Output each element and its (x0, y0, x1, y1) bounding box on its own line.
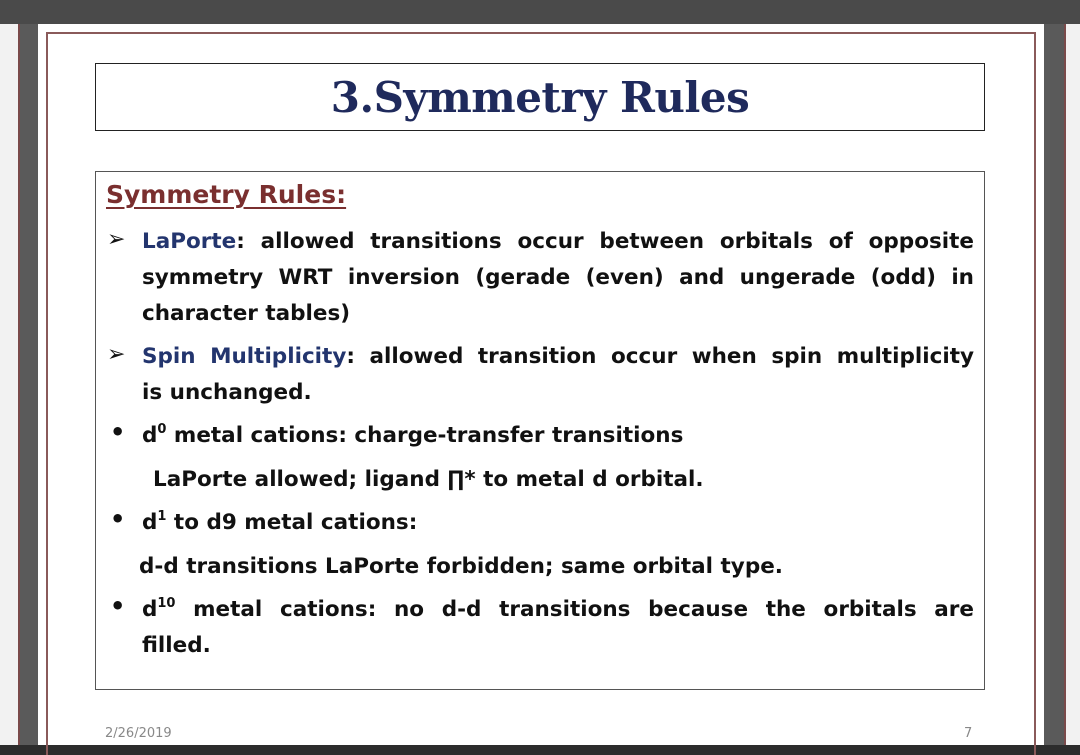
previous-page-edge[interactable] (0, 24, 20, 745)
laporte-text-1: : allowed transitions occur between orbitals of opposite (236, 229, 974, 254)
left-gutter (20, 24, 38, 745)
arrow-bullet-icon: ➢ (107, 227, 126, 252)
right-gutter (1044, 24, 1064, 745)
spin-line-1 (142, 339, 974, 375)
arrow-bullet-icon: ➢ (107, 342, 126, 367)
d10-line-2: filled. (142, 633, 211, 658)
laporte-line-3: character tables) (142, 301, 351, 326)
spin-line-2: is unchanged. (142, 380, 312, 405)
next-page-edge[interactable] (1064, 24, 1080, 745)
d0-line-1: $d^0$ metal cations: charge-transfer transitions (142, 422, 684, 448)
d1-line-1: $d^1$ to d9 metal cations: (142, 509, 418, 535)
spin-text-1: : allowed transition occur when spin multiplicity (346, 344, 974, 369)
laporte-term: LaPorte (142, 229, 237, 254)
title-box (95, 63, 985, 131)
section-heading: Symmetry Rules: (106, 180, 347, 209)
spin-term: Spin Multiplicity (142, 344, 347, 369)
laporte-line-1 (142, 224, 974, 260)
laporte-line-2: symmetry WRT inversion (gerade (even) and ungerade (odd) in (142, 265, 974, 290)
bullet-dot-icon: • (110, 418, 126, 446)
d0-line-2: LaPorte allowed; ligand ∏* to metal d orbital. (153, 467, 704, 492)
d10-line-1: $d^{10}$ metal cations: no d-d transitions because the orbitals are (142, 596, 974, 622)
content-box (95, 171, 985, 690)
footer-date: 2/26/2019 (105, 726, 172, 741)
footer-page-number: 7 (964, 726, 973, 741)
bullet-dot-icon: • (110, 592, 126, 620)
viewer-top-bar (0, 0, 1080, 24)
bullet-dot-icon: • (110, 505, 126, 533)
d1-line-2: d-d transitions LaPorte forbidden; same orbital type. (139, 554, 783, 579)
slide-title: 3.Symmetry Rules (330, 72, 750, 122)
slide-page (38, 24, 1044, 745)
